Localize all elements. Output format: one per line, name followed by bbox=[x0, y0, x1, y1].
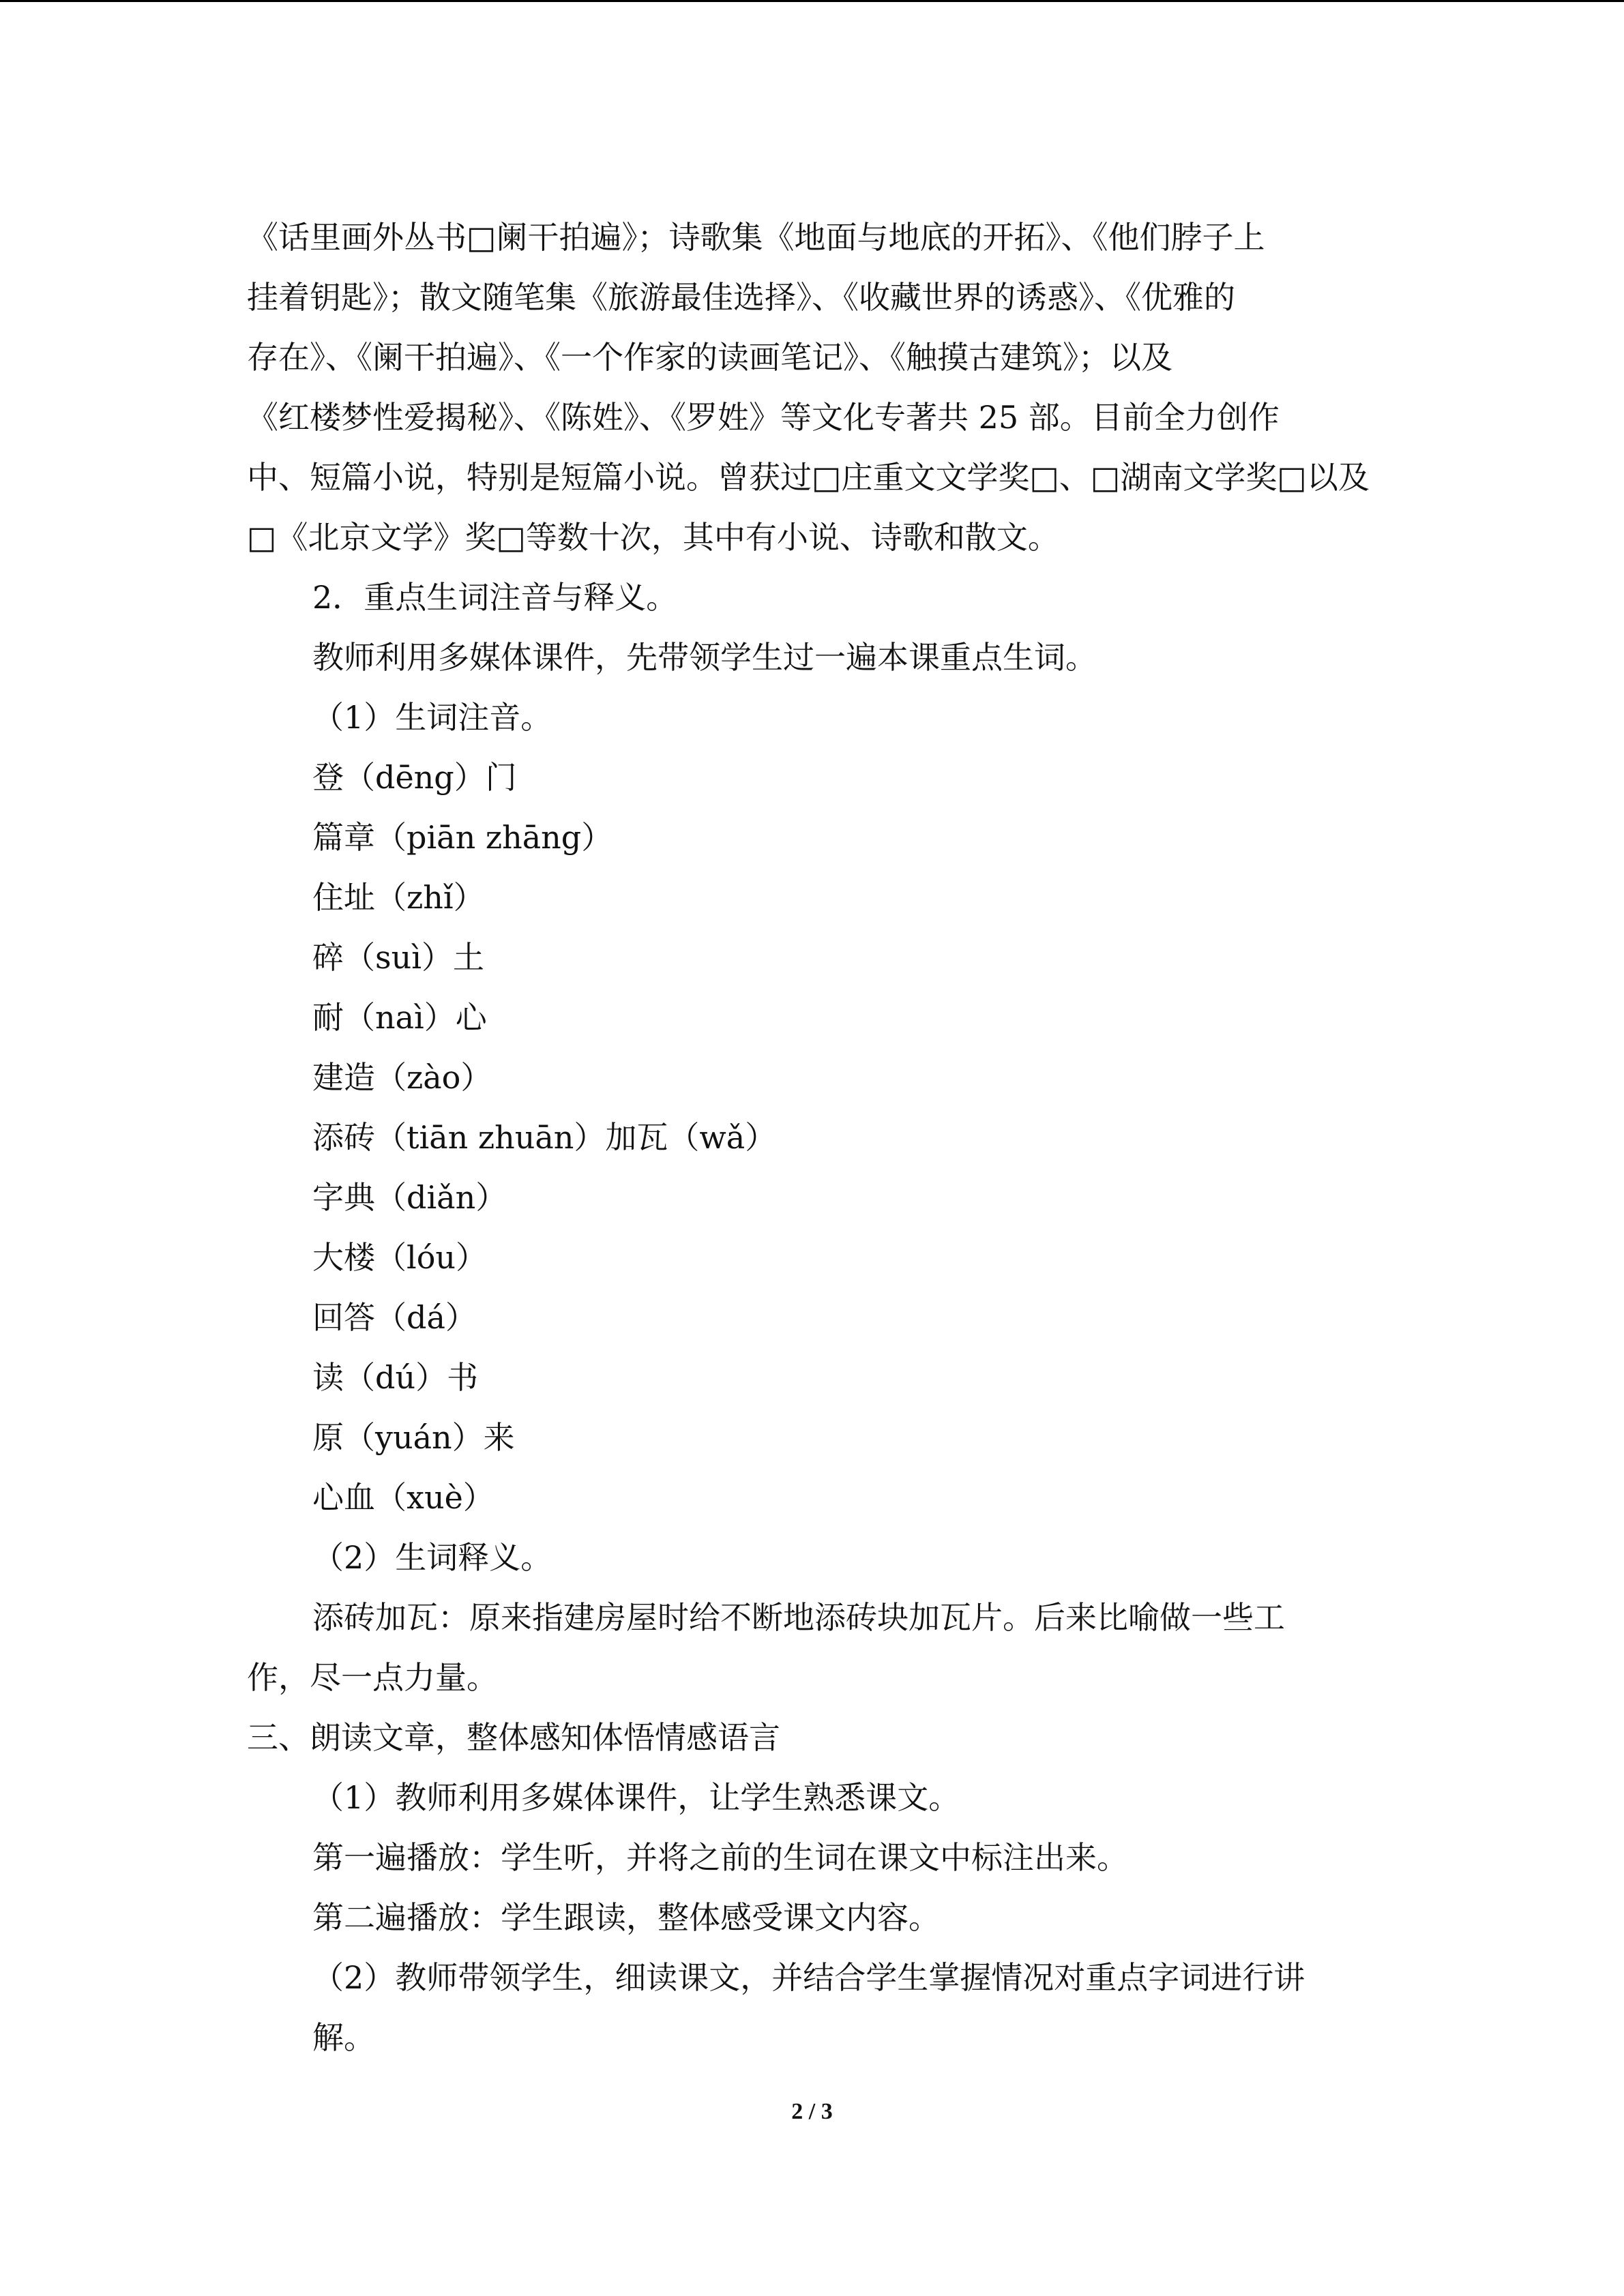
body-line: 作，尽一点力量。 bbox=[247, 1659, 498, 1696]
section-heading: 2．重点生词注音与释义。 bbox=[312, 579, 678, 616]
vocab-item: 大楼（lóu） bbox=[312, 1239, 488, 1276]
subsection-heading: （2）生词释义。 bbox=[312, 1539, 552, 1576]
vocab-item: 回答（dá） bbox=[312, 1299, 477, 1336]
body-line: □《北京文学》奖□等数十次，其中有小说、诗歌和散文。 bbox=[247, 519, 1059, 556]
page-number: 2 / 3 bbox=[791, 2099, 833, 2124]
body-line: 挂着钥匙》；散文随笔集《旅游最佳选择》、《收藏世界的诱惑》、《优雅的 bbox=[247, 279, 1235, 316]
vocab-item: 建造（zào） bbox=[312, 1059, 492, 1096]
vocab-item: 篇章（piān zhāng） bbox=[312, 819, 613, 856]
body-line: 《红楼梦性爱揭秘》、《陈姓》、《罗姓》等文化专著共 25 部。目前全力创作 bbox=[247, 399, 1280, 436]
vocab-item: 住址（zhǐ） bbox=[312, 879, 485, 916]
body-line: 添砖加瓦：原来指建房屋时给不断地添砖块加瓦片。后来比喻做一些工 bbox=[312, 1599, 1285, 1636]
vocab-item: 字典（diǎn） bbox=[312, 1179, 507, 1216]
body-line: 解。 bbox=[312, 2019, 375, 2056]
body-line: 第二遍播放：学生跟读，整体感受课文内容。 bbox=[312, 1899, 940, 1936]
body-line: 中、短篇小说，特别是短篇小说。曾获过□庄重文文学奖□、□湖南文学奖□以及 bbox=[247, 459, 1370, 496]
vocab-item: 添砖（tiān zhuān）加瓦（wǎ） bbox=[312, 1119, 777, 1156]
vocab-item: 碎（suì）土 bbox=[312, 939, 484, 976]
vocab-item: 耐（naì）心 bbox=[312, 999, 487, 1036]
body-line: （1）教师利用多媒体课件，让学生熟悉课文。 bbox=[312, 1779, 960, 1816]
body-line: 《话里画外丛书□阑干拍遍》；诗歌集《地面与地底的开拓》、《他们脖子上 bbox=[247, 219, 1265, 256]
vocab-item: 读（dú）书 bbox=[312, 1359, 479, 1396]
section-heading: 三、朗读文章，整体感知体悟情感语言 bbox=[247, 1719, 780, 1756]
subsection-heading: （1）生词注音。 bbox=[312, 699, 552, 736]
vocab-item: 登（dēng）门 bbox=[312, 759, 517, 796]
body-line: （2）教师带领学生，细读课文，并结合学生掌握情况对重点字词进行讲 bbox=[312, 1959, 1305, 1996]
body-line: 教师利用多媒体课件，先带领学生过一遍本课重点生词。 bbox=[312, 639, 1097, 676]
vocab-item: 心血（xuè） bbox=[312, 1479, 494, 1516]
body-line: 存在》、《阑干拍遍》、《一个作家的读画笔记》、《触摸古建筑》；以及 bbox=[247, 339, 1172, 376]
vocab-item: 原（yuán）来 bbox=[312, 1419, 515, 1456]
body-line: 第一遍播放：学生听，并将之前的生词在课文中标注出来。 bbox=[312, 1839, 1128, 1876]
